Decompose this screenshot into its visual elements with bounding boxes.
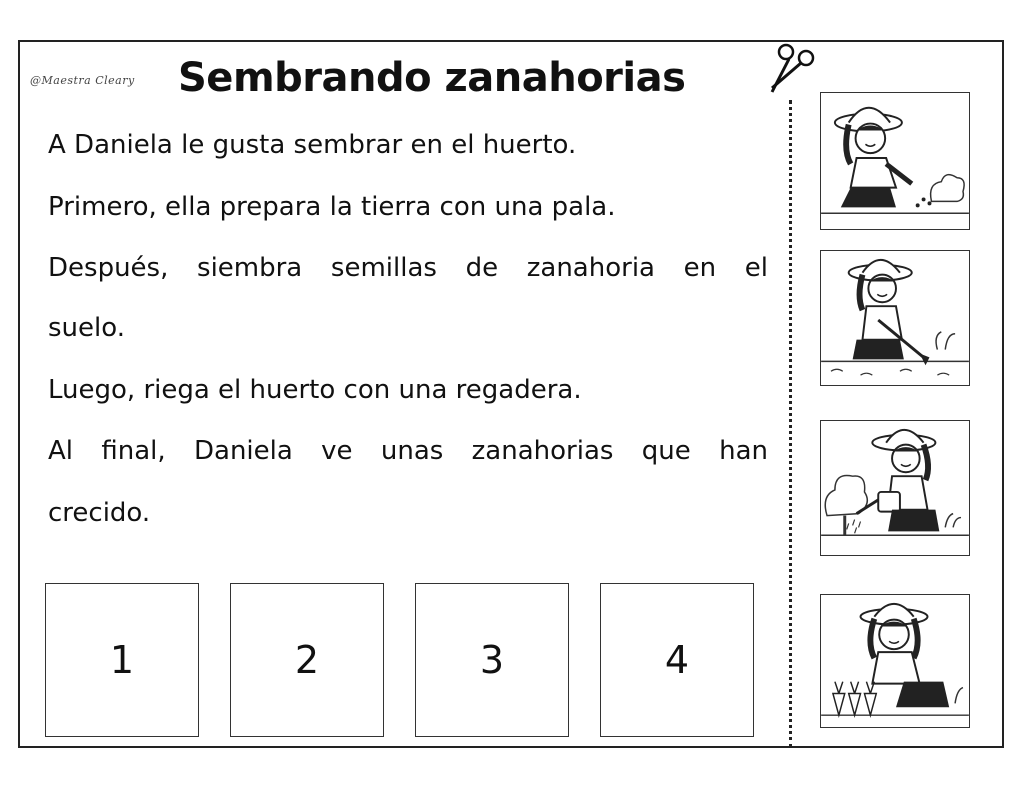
story-line-2: Primero, ella prepara la tierra con una pala. [48, 192, 616, 222]
picture-card-2[interactable] [820, 250, 970, 386]
cut-line [789, 100, 792, 748]
answer-box-3[interactable]: 3 [415, 583, 569, 737]
girl-watering-garden-icon [821, 421, 969, 555]
answer-box-1[interactable]: 1 [45, 583, 199, 737]
story-line-6: Al final, Daniela ve unas zanahorias que han [48, 436, 768, 466]
story-line-5: Luego, riega el huerto con una regadera. [48, 375, 582, 405]
picture-card-1[interactable] [820, 92, 970, 230]
author-watermark: @Maestra Cleary [30, 74, 135, 87]
story-line-3: Después, siembra semillas de zanahoria en el [48, 253, 768, 283]
answer-box-4[interactable]: 4 [600, 583, 754, 737]
girl-with-grown-carrots-icon [821, 595, 969, 727]
picture-card-4[interactable] [820, 594, 970, 728]
scissors-icon [768, 42, 818, 98]
picture-card-3[interactable] [820, 420, 970, 556]
girl-digging-with-shovel-icon [821, 251, 969, 385]
answer-box-2[interactable]: 2 [230, 583, 384, 737]
page-title: Sembrando zanahorias [178, 55, 686, 101]
girl-planting-seeds-icon [821, 93, 969, 229]
story-line-1: A Daniela le gusta sembrar en el huerto. [48, 130, 577, 160]
story-line-7: crecido. [48, 498, 151, 528]
story-line-4: suelo. [48, 313, 125, 343]
